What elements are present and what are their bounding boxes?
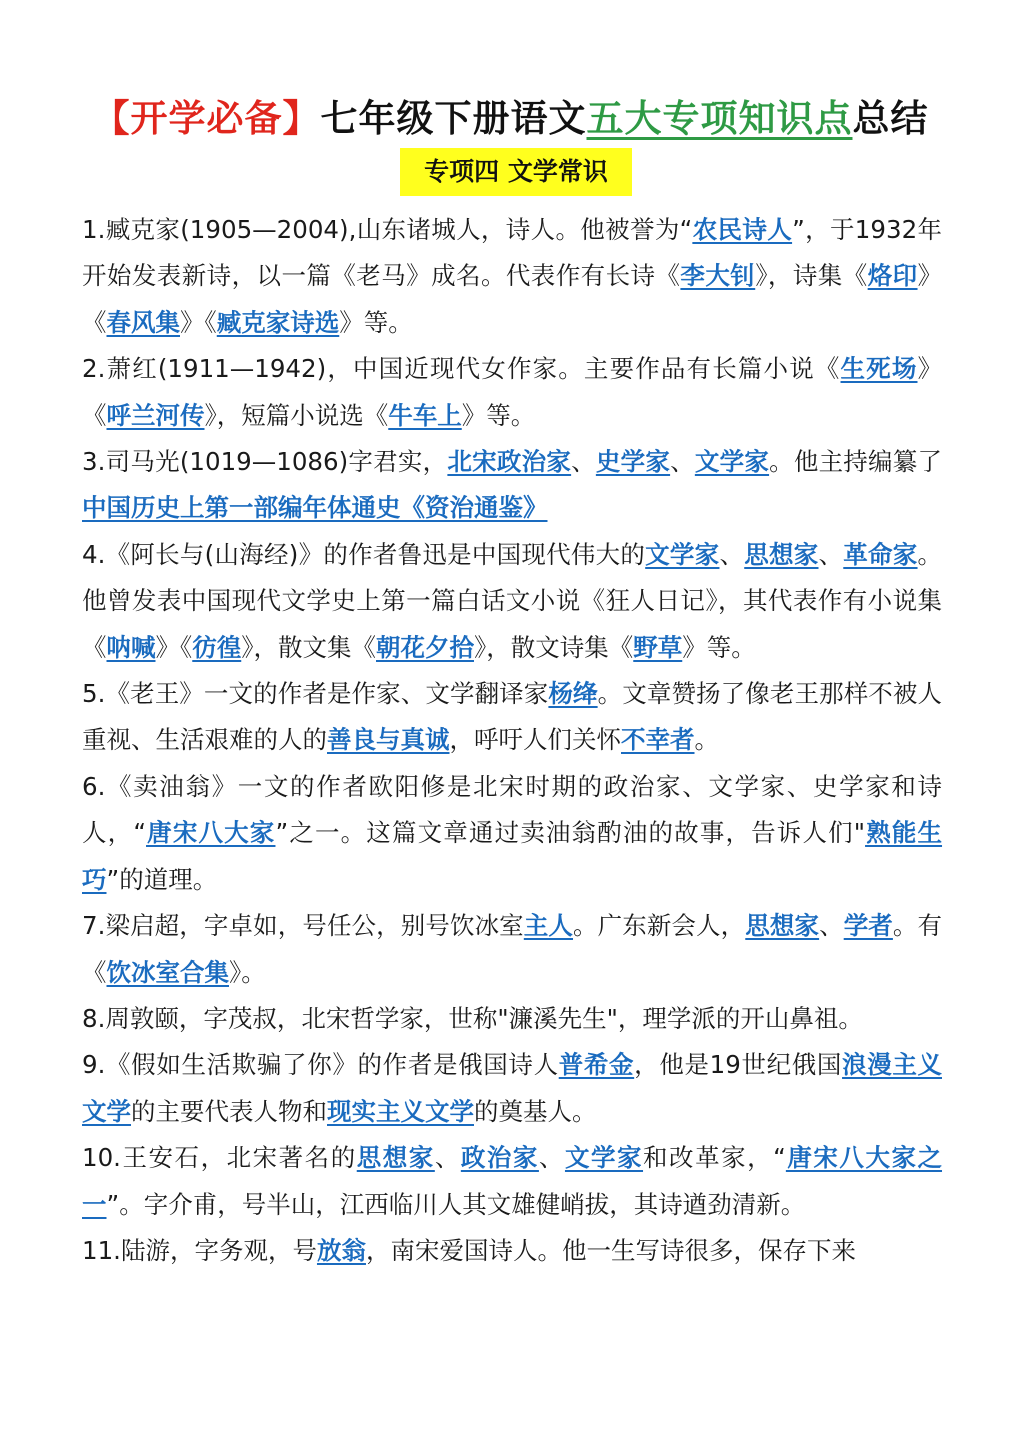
item-text: 、: [819, 911, 844, 941]
key-term: 李大钊: [680, 261, 756, 291]
key-term: 善良与真诚: [327, 725, 450, 755]
item-text: 9.《假如生活欺骗了你》的作者是俄国诗人: [82, 1050, 559, 1080]
item-text: 、: [818, 539, 844, 569]
key-term: 臧克家诗选: [216, 307, 340, 337]
item-text: 、: [571, 447, 596, 477]
key-term: 熟能生巧: [82, 818, 943, 894]
item-text: 的奠基人。: [474, 1096, 597, 1126]
key-term: 彷徨: [192, 632, 242, 662]
key-term: 北宋政治家: [447, 447, 572, 477]
item-text: ”，于1932年开始发表新诗，以一篇《老马》成名。代表作有长诗《: [82, 215, 942, 291]
item-text: 4.《阿长与(山海经)》的作者鲁迅是中国现代伟大的: [82, 539, 646, 569]
key-term: 饮冰室合集: [106, 957, 229, 987]
item-text: 》《: [82, 261, 943, 337]
item-text: ”的道理。: [106, 864, 218, 894]
key-term: 野草: [633, 632, 683, 662]
list-item: [82, 764, 942, 903]
item-text: 、: [434, 1143, 461, 1173]
list-item: [82, 671, 942, 764]
item-text: 7.梁启超，字卓如，号任公，别号饮冰室: [82, 911, 524, 941]
key-term: 唐宋八大家之一: [82, 1143, 943, 1219]
item-text: 。: [694, 725, 719, 755]
key-term: 革命家: [843, 539, 918, 569]
item-text: 10.王安石，北宋著名的: [82, 1143, 357, 1173]
key-term: 中国历史上第一部编年体通史《资治通鉴》: [82, 493, 548, 523]
key-term: 杨绛: [548, 679, 598, 709]
key-term: 普希金: [558, 1050, 635, 1080]
key-term: 主人: [523, 911, 574, 941]
item-text: 》。: [229, 957, 266, 987]
item-text: 》等。: [682, 632, 756, 662]
item-text: 》《: [180, 307, 217, 337]
item-text: 》，散文集《: [241, 632, 376, 662]
item-text: ，南宋爱国诗人。他一生写诗很多，保存下来: [365, 1235, 856, 1265]
key-term: 放翁: [316, 1235, 366, 1265]
item-text: ”。字介甫，号半山，江西临川人其文雄健峭拔，其诗遒劲清新。: [106, 1189, 806, 1219]
item-text: 》，诗集《: [755, 261, 868, 291]
key-term: 史学家: [595, 447, 671, 477]
list-item: [82, 439, 942, 532]
key-term: 呐喊: [106, 632, 156, 662]
list-item: [82, 1042, 942, 1135]
list-item: [82, 1228, 942, 1274]
key-term: 烙印: [867, 261, 918, 291]
key-term: 唐宋八大家: [146, 818, 276, 848]
key-term: 生死场: [840, 354, 918, 384]
key-term: 思想家: [744, 539, 819, 569]
key-term: 牛车上: [388, 400, 462, 430]
item-text: 的主要代表人物和: [131, 1096, 327, 1126]
key-term: 浪漫主义文学: [82, 1050, 942, 1126]
key-term: 思想家: [745, 911, 820, 941]
item-text: 8.周敦颐，字茂叔，北宋哲学家，世称"濂溪先生"，理学派的开山鼻祖。: [82, 1003, 863, 1033]
item-text: 》等。: [339, 307, 413, 337]
key-term: 文学家: [645, 539, 720, 569]
item-text: 、: [670, 447, 695, 477]
item-text: 。他曾发表中国现代文学史上第一篇白话文小说《狂人日记》，其代表作有小说集《: [82, 539, 943, 662]
item-text: 1.臧克家(1905—2004),山东诸城人，诗人。他被誉为“: [82, 215, 693, 244]
key-term: 农民诗人: [692, 215, 793, 244]
item-text: ”之一。这篇文章通过卖油翁酌油的故事，告诉人们": [275, 818, 866, 848]
title-highlight: 五大专项知识点: [586, 97, 853, 140]
item-text: 、: [538, 1143, 565, 1173]
page-title: [0, 88, 1021, 142]
item-text: 和改革家，“: [643, 1143, 786, 1173]
key-term: 思想家: [356, 1143, 435, 1173]
key-term: 朝花夕拾: [376, 632, 474, 662]
item-text: 6.《卖油翁》一文的作者欧阳修是北宋时期的政治家、文学家、史学家和诗人，“: [82, 771, 942, 848]
item-text: 》，短篇小说选《: [204, 400, 389, 430]
item-text: 》等。: [461, 400, 536, 430]
key-term: 学者: [843, 911, 893, 941]
item-text: 11.陆游，字务观，号: [82, 1235, 317, 1265]
item-text: 2.萧红(1911—1942)，中国近现代女作家。主要作品有长篇小说《: [82, 354, 841, 384]
key-term: 春风集: [106, 307, 180, 337]
item-text: ，他是19世纪俄国: [634, 1050, 843, 1080]
item-text: 。文章赞扬了像老王那样不被人重视、生活艰难的人的: [82, 679, 943, 755]
list-item: [82, 207, 942, 346]
item-text: 3.司马光(1019—1086)字君实，: [82, 447, 448, 477]
list-item: [82, 996, 942, 1042]
item-text: 》，散文诗集《: [474, 632, 634, 662]
item-text: 。广东新会人，: [573, 911, 746, 941]
item-text: 。有《: [82, 911, 943, 987]
list-item: [82, 1135, 942, 1228]
section-heading: 专项四 文学常识: [400, 148, 632, 196]
item-text: 》《: [155, 632, 193, 662]
item-text: 》《: [82, 354, 942, 430]
item-text: ，呼吁人们关怀: [449, 725, 621, 755]
key-term: 不幸者: [621, 725, 695, 755]
title-bracket: 【开学必备】: [92, 97, 321, 140]
item-text: 、: [719, 539, 745, 569]
knowledge-list: [82, 207, 942, 1274]
key-term: 文学家: [694, 447, 770, 477]
key-term: 文学家: [564, 1143, 644, 1173]
title-main: 七年级下册语文: [320, 97, 587, 140]
key-term: 政治家: [460, 1143, 539, 1173]
list-item: [82, 532, 942, 671]
title-tail: 总结: [852, 97, 929, 140]
list-item: [82, 903, 942, 996]
list-item: [82, 346, 942, 439]
item-text: 5.《老王》一文的作者是作家、文学翻译家: [82, 679, 549, 709]
key-term: 现实主义文学: [327, 1096, 474, 1126]
key-term: 呼兰河传: [106, 400, 205, 430]
item-text: 。他主持编纂了: [769, 447, 943, 477]
